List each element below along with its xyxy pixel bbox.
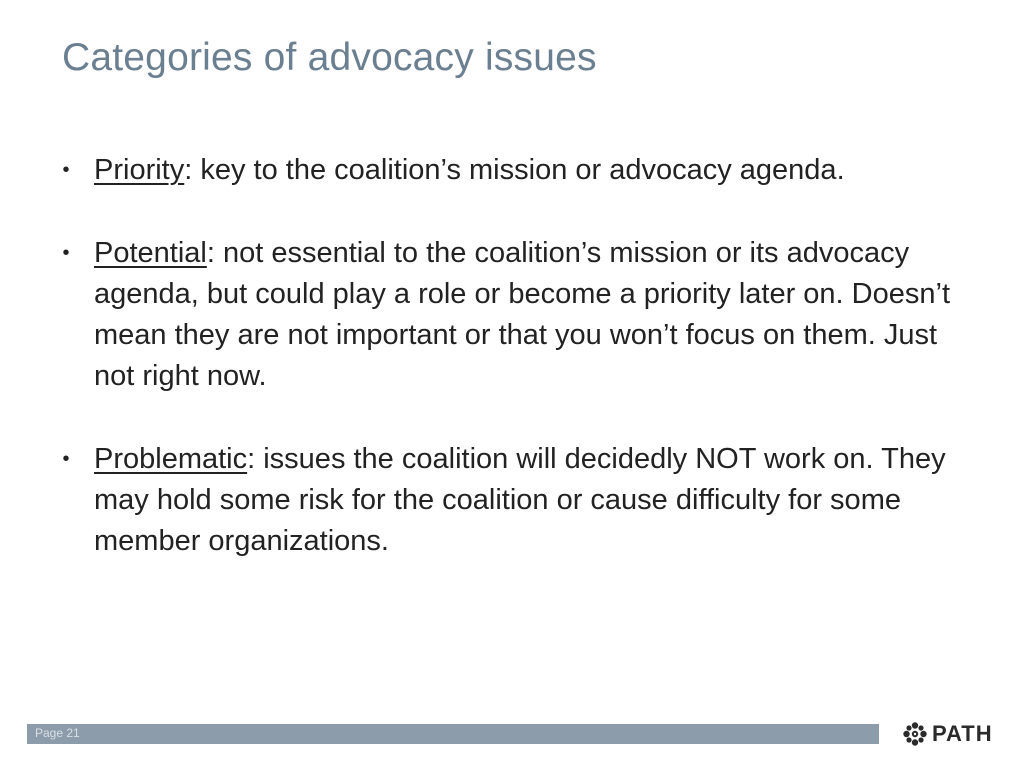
bullet-term: Priority: [94, 154, 185, 186]
bullet-term: Potential: [94, 237, 207, 269]
bullet-potential: [60, 233, 960, 397]
bullet-term: Problematic: [94, 443, 248, 475]
bullet-priority: [60, 150, 960, 191]
bullet-dot-icon: •: [62, 448, 70, 470]
bullet-dot-icon: •: [62, 159, 70, 181]
bullet-list: [60, 150, 960, 562]
bullet-text: : issues the coalition will decidedly NOT work on. They may hold some risk for the coalition or cause difficulty for some member organizations.: [94, 443, 946, 557]
bullet-problematic: [60, 439, 960, 562]
footer-bar: [27, 724, 879, 744]
logo-wordmark: PATH: [932, 721, 993, 746]
bullet-text: : not essential to the coalition’s mission or its advocacy agenda, but could play a role or become a priority later on. Doesn’t mean they are not important or that you won’t focus on them. Just not right now.: [94, 237, 950, 392]
path-logo-icon: [902, 721, 928, 747]
path-logo: [902, 720, 993, 748]
slide-title: Categories of advocacy issues: [62, 36, 597, 79]
page-number: Page 21: [35, 726, 80, 740]
bullet-dot-icon: •: [62, 242, 70, 264]
bullet-text: : key to the coalition’s mission or advocacy agenda.: [184, 154, 845, 186]
